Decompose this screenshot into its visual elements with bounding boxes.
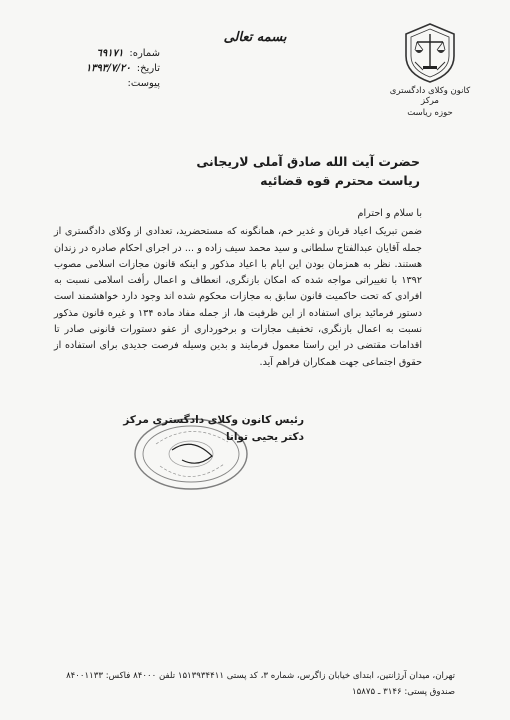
attachment-label: پیوست:	[127, 78, 160, 89]
addressee-title: ریاست محترم قوه قضائیه	[260, 173, 420, 188]
department-name: حوزه ریاست	[407, 108, 453, 118]
signatory-name: دکتر یحیی توانا	[225, 431, 304, 443]
letter-number-value: ٦٩١٧١	[96, 48, 124, 59]
signature-block	[78, 412, 308, 512]
greeting: با سلام و احترام	[357, 208, 422, 219]
attachment-row	[30, 76, 160, 91]
date-label: تاریخ:	[136, 63, 160, 74]
footer-po-box: صندوق پستی: ۳۱۴۶ ـ ۱۵۸۷۵	[352, 687, 455, 697]
signatory-title: رئیس کانون وکلای دادگستری مرکز	[123, 414, 304, 426]
letter-number-label: شماره:	[129, 48, 160, 59]
date-row	[30, 61, 160, 76]
letter-number-row	[30, 46, 160, 61]
footer-address: تهران، میدان آرژانتین، ابتدای خیابان زاگرس، شماره ۳، کد پستی ۱۵۱۳۹۳۴۴۱۱ تلفن ۸۴۰۰۰ فاکس: ۸۴۰۰۱۱۳۳	[66, 671, 455, 681]
letter-body	[54, 206, 422, 371]
date-value: ۱۳۹۳/۷/۲۰	[85, 63, 131, 74]
body-paragraph: ضمن تبریک اعیاد قربان و غدیر خم، همانگونه که مستحضرید، تعدادی از وکلای دادگستری از جمله آقایان عبدالفتاح سلطانی و سید محمد سیف زاده و ... در اجرای احکام صادره در زندان هستند. نظر به همزمان بودن این ایام با اعیاد مذکور و اینکه قانون مجازات اسلامی مصوب ۱۳۹۲ با تغییراتی مواجه شده که امکان بازنگری، انعطاف و اعمال رأفت اسلامی نسبت به افرادی که تحت حاکمیت قانون سابق به مجازات محکوم شده اند وجود دارد خواهشمند است دستور فرمائید برای استفاده از این ظرفیت ها، از جمله مفاد ماده ۱۳۴ و غیره قانون مذکور نسبت به اعمال بازنگری، تخفیف مجازات و برخورداری از عفو دستورات قانونی صادر تا اقدامات مقتضی در این راستا معمول فرمایند و بدین وسیله فرصت جدیدی برای استفاده از حقوق اجتماعی جهت همکاران فراهم آید.	[54, 226, 423, 368]
letter-metadata	[30, 46, 160, 91]
organization-name: کانون وکلای دادگستری مرکز	[389, 86, 471, 106]
basmala-heading: بسمه تعالی	[223, 30, 287, 45]
addressee-block	[196, 152, 420, 190]
addressee-name: حضرت آیت الله صادق آملی لاریجانی	[196, 154, 420, 169]
letter-footer	[55, 668, 455, 700]
